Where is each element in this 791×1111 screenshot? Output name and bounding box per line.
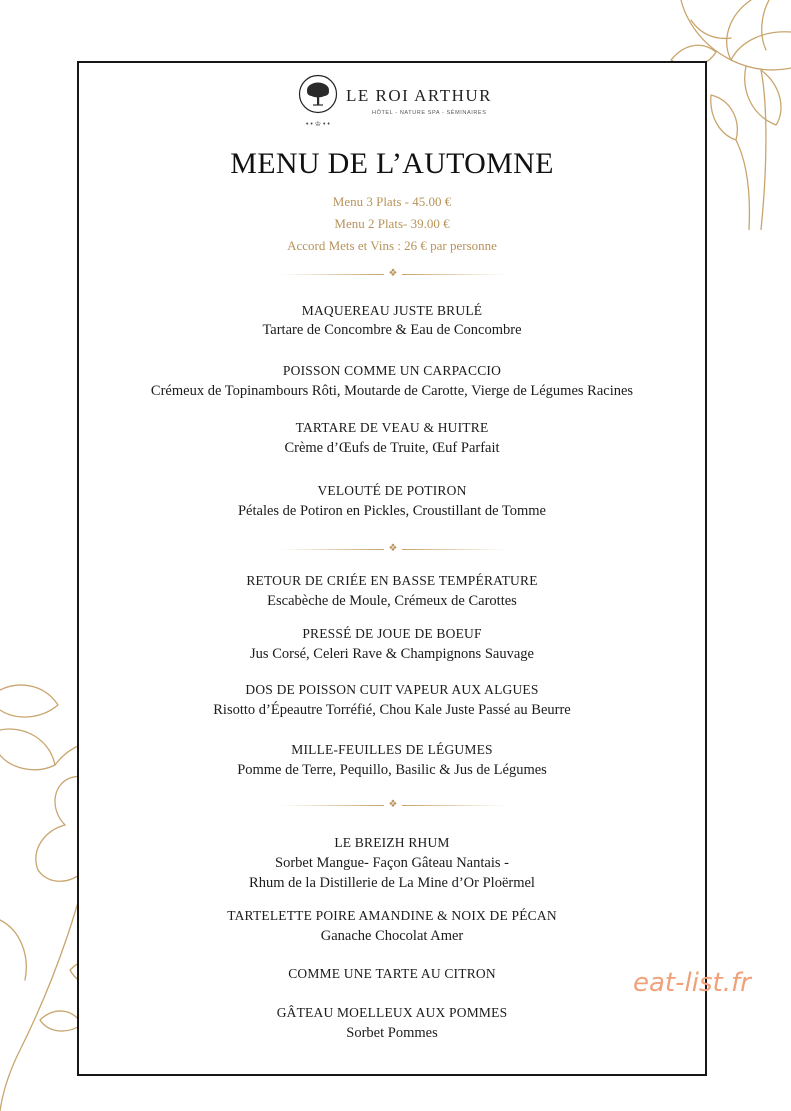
dish-description: Crémeux de Topinambours Rôti, Moutarde de Carotte, Vierge de Légumes Racines	[150, 383, 634, 399]
menu-title: MENU DE L’AUTOMNE	[230, 147, 554, 180]
brand-tagline: HÔTEL - NATURE SPA - SÉMINAIRES	[372, 110, 487, 116]
dish-name: RETOUR DE CRIÉE EN BASSE TEMPÉRATURE	[246, 573, 538, 588]
diamond-ornament-icon: ❖	[388, 799, 398, 810]
dish-name: VELOUTÉ DE POTIRON	[317, 483, 467, 498]
diamond-ornament-icon: ❖	[388, 268, 398, 279]
dish-name: GÂTEAU MOELLEUX AUX POMMES	[276, 1005, 508, 1020]
price-2-courses: Menu 2 Plats- 39.00 €	[334, 216, 450, 231]
brand-logo	[298, 74, 518, 134]
dish-description: Pétales de Potiron en Pickles, Croustillant de Tomme	[237, 503, 546, 519]
brand-crown-mark-icon: • • ♔ • •	[306, 121, 330, 128]
dish-name: LE BREIZH RHUM	[334, 835, 450, 850]
dish-name: POISSON COMME UN CARPACCIO	[282, 363, 502, 378]
dish-name: DOS DE POISSON CUIT VAPEUR AUX ALGUES	[245, 682, 539, 697]
dish-description: Jus Corsé, Celeri Rave & Champignons Sauvage	[250, 646, 534, 662]
section-divider	[280, 801, 506, 811]
dish-description: Risotto d’Épeautre Torréfié, Chou Kale Juste Passé au Beurre	[213, 702, 571, 718]
price-wine-pairing: Accord Mets et Vins : 26 € par personne	[287, 238, 497, 253]
dish-description: Rhum de la Distillerie de La Mine d’Or Ploërmel	[249, 875, 535, 891]
diamond-ornament-icon: ❖	[388, 543, 398, 554]
dish-name: MILLE-FEUILLES DE LÉGUMES	[291, 742, 493, 757]
dish-name: COMME UNE TARTE AU CITRON	[288, 966, 496, 981]
dish-name: PRESSÉ DE JOUE DE BOEUF	[302, 626, 482, 641]
dish-description: Pomme de Terre, Pequillo, Basilic & Jus de Légumes	[237, 762, 547, 778]
price-3-courses: Menu 3 Plats - 45.00 €	[332, 194, 452, 209]
dish-description: Escabèche de Moule, Crémeux de Carottes	[267, 593, 517, 609]
tree-emblem-icon	[298, 74, 338, 114]
dish-description: Tartare de Concombre & Eau de Concombre	[262, 322, 522, 338]
dish-description: Sorbet Mangue- Façon Gâteau Nantais -	[275, 855, 509, 871]
dish-description: Sorbet Pommes	[346, 1025, 438, 1041]
section-divider	[280, 270, 506, 280]
site-watermark: eat-list.fr	[633, 968, 751, 998]
section-divider	[280, 545, 506, 555]
dish-name: MAQUEREAU JUSTE BRULÉ	[301, 303, 483, 318]
dish-description: Ganache Chocolat Amer	[320, 928, 464, 944]
dish-description: Crème d’Œufs de Truite, Œuf Parfait	[284, 440, 500, 456]
dish-name: TARTARE DE VEAU & HUITRE	[295, 420, 489, 435]
brand-name: LE ROI ARTHUR	[346, 86, 492, 105]
dish-name: TARTELETTE POIRE AMANDINE & NOIX DE PÉCAN	[227, 908, 557, 923]
